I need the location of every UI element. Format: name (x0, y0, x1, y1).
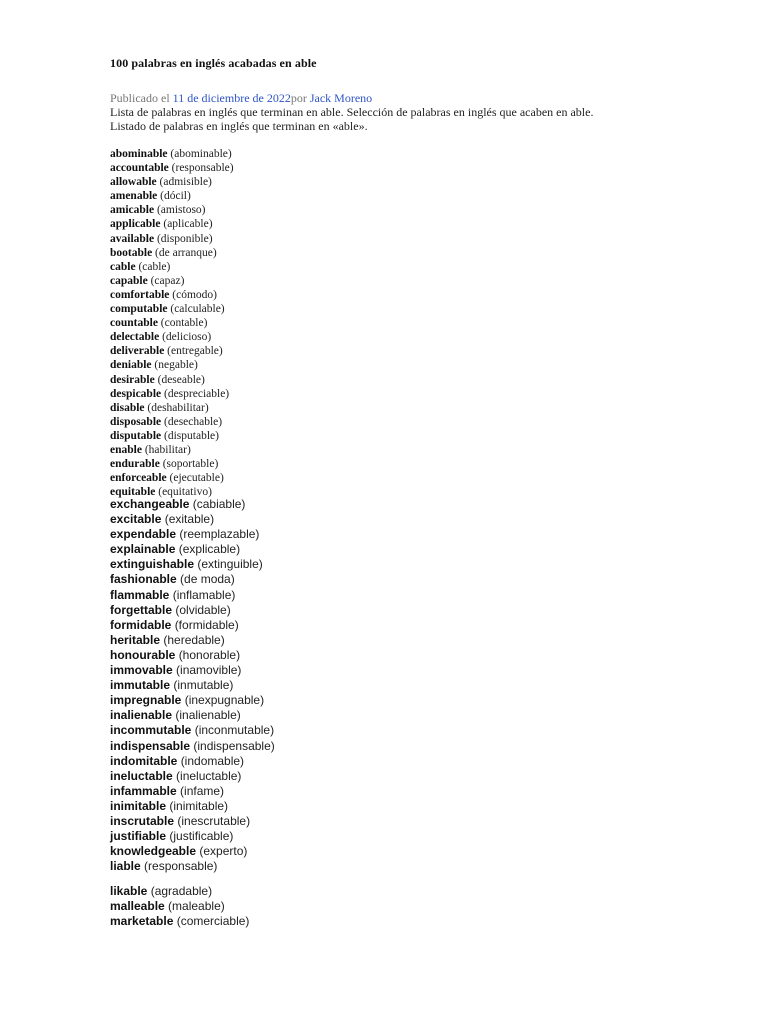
word-entry (110, 633, 275, 648)
english-word: deliverable (110, 345, 165, 358)
spanish-translation: (olvidable) (175, 602, 231, 617)
word-entry (110, 693, 275, 708)
word-entry (110, 844, 275, 859)
spanish-translation: (aplicable) (163, 218, 213, 231)
spanish-translation: (reemplazable) (179, 527, 260, 542)
word-entry (110, 542, 275, 557)
english-word: comfortable (110, 288, 170, 301)
spanish-translation: (responsable) (144, 859, 218, 874)
english-word: allowable (110, 176, 157, 189)
word-entry (110, 203, 234, 217)
english-word: fashionable (110, 572, 177, 587)
word-entry (110, 678, 275, 693)
spanish-translation: (deshabilitar) (147, 401, 209, 414)
article-title: 100 palabras en inglés acabadas en able (110, 56, 317, 70)
spanish-translation: (delicioso) (162, 331, 212, 344)
word-entry (110, 175, 234, 189)
english-word: amenable (110, 190, 158, 203)
english-word: cable (110, 260, 136, 273)
spanish-translation: (habilitar) (144, 443, 191, 456)
spanish-translation: (cable) (138, 260, 171, 273)
english-word: disposable (110, 415, 162, 428)
english-word: honourable (110, 647, 176, 662)
english-word: excitable (110, 512, 162, 527)
spanish-translation: (explicable) (178, 542, 241, 557)
english-word: inscrutable (110, 813, 175, 828)
word-entry (110, 373, 234, 387)
word-entry (110, 799, 275, 814)
english-word: bootable (110, 246, 153, 259)
spanish-translation: (infame) (180, 783, 225, 798)
word-list-serif (110, 147, 234, 499)
spanish-translation: (inflamable) (172, 587, 236, 602)
word-entry (110, 723, 275, 738)
english-word: deniable (110, 359, 152, 372)
english-word: knowledgeable (110, 844, 197, 859)
spanish-translation: (ineluctable) (176, 768, 242, 783)
spanish-translation: (inmutable) (173, 678, 234, 693)
spanish-translation: (extinguible) (197, 557, 263, 572)
english-word: formidable (110, 617, 172, 632)
word-entry (110, 708, 275, 723)
english-word: ineluctable (110, 768, 173, 783)
spanish-translation: (entregable) (167, 345, 223, 358)
word-entry (110, 588, 275, 603)
english-word: available (110, 232, 155, 245)
spanish-translation: (disputable) (164, 429, 219, 442)
word-entry (110, 429, 234, 443)
intro-paragraph-1: Lista de palabras en inglés que terminan en able. Selección de palabras en inglés que acaben en able. (110, 105, 594, 119)
spanish-translation: (calculable) (170, 303, 225, 316)
english-word: immovable (110, 663, 173, 678)
spanish-translation: (despreciable) (164, 387, 230, 400)
spanish-translation: (deseable) (157, 373, 205, 386)
word-entry (110, 358, 234, 372)
word-list-sans-continued (110, 884, 249, 929)
spanish-translation: (de moda) (180, 572, 235, 587)
word-entry (110, 415, 234, 429)
english-word: delectable (110, 331, 160, 344)
spanish-translation: (abominable) (170, 148, 232, 160)
english-word: amicable (110, 204, 155, 217)
word-entry (110, 260, 234, 274)
article-meta (110, 91, 372, 106)
spanish-translation: (heredable) (163, 632, 225, 647)
spanish-translation: (capaz) (150, 274, 185, 287)
word-entry (110, 527, 275, 542)
english-word: computable (110, 303, 168, 316)
word-entry (110, 189, 234, 203)
spanish-translation: (contable) (160, 317, 208, 330)
english-word: indomitable (110, 753, 178, 768)
word-entry (110, 769, 275, 784)
spanish-translation: (inconmutable) (194, 723, 275, 738)
published-date-link[interactable]: 11 de diciembre de 2022 (172, 91, 291, 105)
spanish-translation: (inalienable) (175, 708, 241, 723)
english-word: forgettable (110, 602, 173, 617)
spanish-translation: (inimitable) (169, 798, 229, 813)
spanish-translation: (ejecutable) (169, 472, 224, 485)
spanish-translation: (inamovible) (176, 663, 242, 678)
word-entry (110, 648, 275, 663)
word-entry (110, 497, 275, 512)
spanish-translation: (negable) (154, 359, 198, 372)
author-prefix: por (290, 91, 310, 105)
word-entry (110, 884, 249, 899)
word-entry (110, 274, 234, 288)
word-list-sans (110, 497, 275, 874)
spanish-translation: (inescrutable) (177, 813, 251, 828)
word-entry (110, 246, 234, 260)
word-entry (110, 914, 249, 929)
english-word: flammable (110, 587, 170, 602)
spanish-translation: (exitable) (164, 512, 215, 527)
spanish-translation: (admisible) (159, 176, 212, 189)
english-word: inimitable (110, 798, 167, 813)
english-word: extinguishable (110, 557, 195, 572)
english-word: applicable (110, 218, 161, 231)
spanish-translation: (de arranque) (155, 246, 217, 259)
word-entry (110, 603, 275, 618)
english-word: malleable (110, 899, 165, 914)
english-word: enable (110, 443, 142, 456)
spanish-translation: (indispensable) (193, 738, 275, 753)
word-entry (110, 316, 234, 330)
english-word: expendable (110, 527, 177, 542)
spanish-translation: (dócil) (160, 190, 191, 203)
english-word: exchangeable (110, 497, 190, 511)
english-word: infammable (110, 783, 177, 798)
word-entry (110, 457, 234, 471)
word-entry (110, 618, 275, 633)
english-word: marketable (110, 914, 174, 929)
english-word: capable (110, 274, 148, 287)
word-entry (110, 217, 234, 231)
spanish-translation: (cabiable) (192, 497, 246, 511)
spanish-translation: (maleable) (168, 899, 225, 914)
english-word: indispensable (110, 738, 191, 753)
word-entry (110, 814, 275, 829)
word-entry (110, 739, 275, 754)
author-link[interactable]: Jack Moreno (309, 91, 373, 105)
word-entry (110, 344, 234, 358)
word-entry (110, 829, 275, 844)
english-word: desirable (110, 373, 155, 386)
english-word: disable (110, 401, 145, 414)
spanish-translation: (indomable) (180, 753, 245, 768)
english-word: heritable (110, 632, 161, 647)
word-entry (110, 859, 275, 874)
english-word: equitable (110, 486, 156, 499)
spanish-translation: (honorable) (178, 647, 241, 662)
english-word: incommutable (110, 723, 192, 738)
article-intro (110, 105, 650, 133)
word-entry (110, 754, 275, 769)
english-word: inalienable (110, 708, 173, 723)
spanish-translation: (agradable) (150, 884, 213, 898)
english-word: disputable (110, 429, 162, 442)
english-word: abominable (110, 148, 168, 160)
english-word: impregnable (110, 693, 182, 708)
published-prefix: Publicado el (110, 91, 173, 105)
word-entry (110, 147, 234, 161)
spanish-translation: (justificable) (169, 829, 234, 844)
word-entry (110, 232, 234, 246)
word-entry (110, 663, 275, 678)
spanish-translation: (disponible) (156, 232, 213, 245)
word-entry (110, 471, 234, 485)
spanish-translation: (desechable) (164, 415, 223, 428)
word-entry (110, 330, 234, 344)
spanish-translation: (formidable) (174, 617, 239, 632)
english-word: enforceable (110, 472, 167, 485)
english-word: explainable (110, 542, 176, 557)
spanish-translation: (cómodo) (172, 288, 217, 301)
spanish-translation: (equitativo) (158, 486, 212, 499)
word-entry (110, 512, 275, 527)
spanish-translation: (comerciable) (176, 914, 250, 929)
english-word: despicable (110, 387, 162, 400)
english-word: justifiable (110, 829, 167, 844)
word-entry (110, 443, 234, 457)
english-word: accountable (110, 162, 169, 175)
intro-paragraph-2: Listado de palabras en inglés que terminan en «able». (110, 119, 368, 133)
english-word: endurable (110, 458, 160, 471)
spanish-translation: (responsable) (171, 162, 234, 175)
spanish-translation: (amistoso) (156, 204, 206, 217)
spanish-translation: (inexpugnable) (184, 693, 265, 708)
word-entry (110, 572, 275, 587)
word-entry (110, 387, 234, 401)
english-word: immutable (110, 678, 171, 693)
english-word: liable (110, 859, 141, 874)
word-entry (110, 557, 275, 572)
english-word: countable (110, 317, 158, 330)
word-entry (110, 899, 249, 914)
word-entry (110, 302, 234, 316)
spanish-translation: (soportable) (162, 458, 219, 471)
spanish-translation: (experto) (199, 844, 248, 859)
word-entry (110, 288, 234, 302)
word-entry (110, 784, 275, 799)
word-entry (110, 161, 234, 175)
word-entry (110, 401, 234, 415)
english-word: likable (110, 884, 148, 898)
